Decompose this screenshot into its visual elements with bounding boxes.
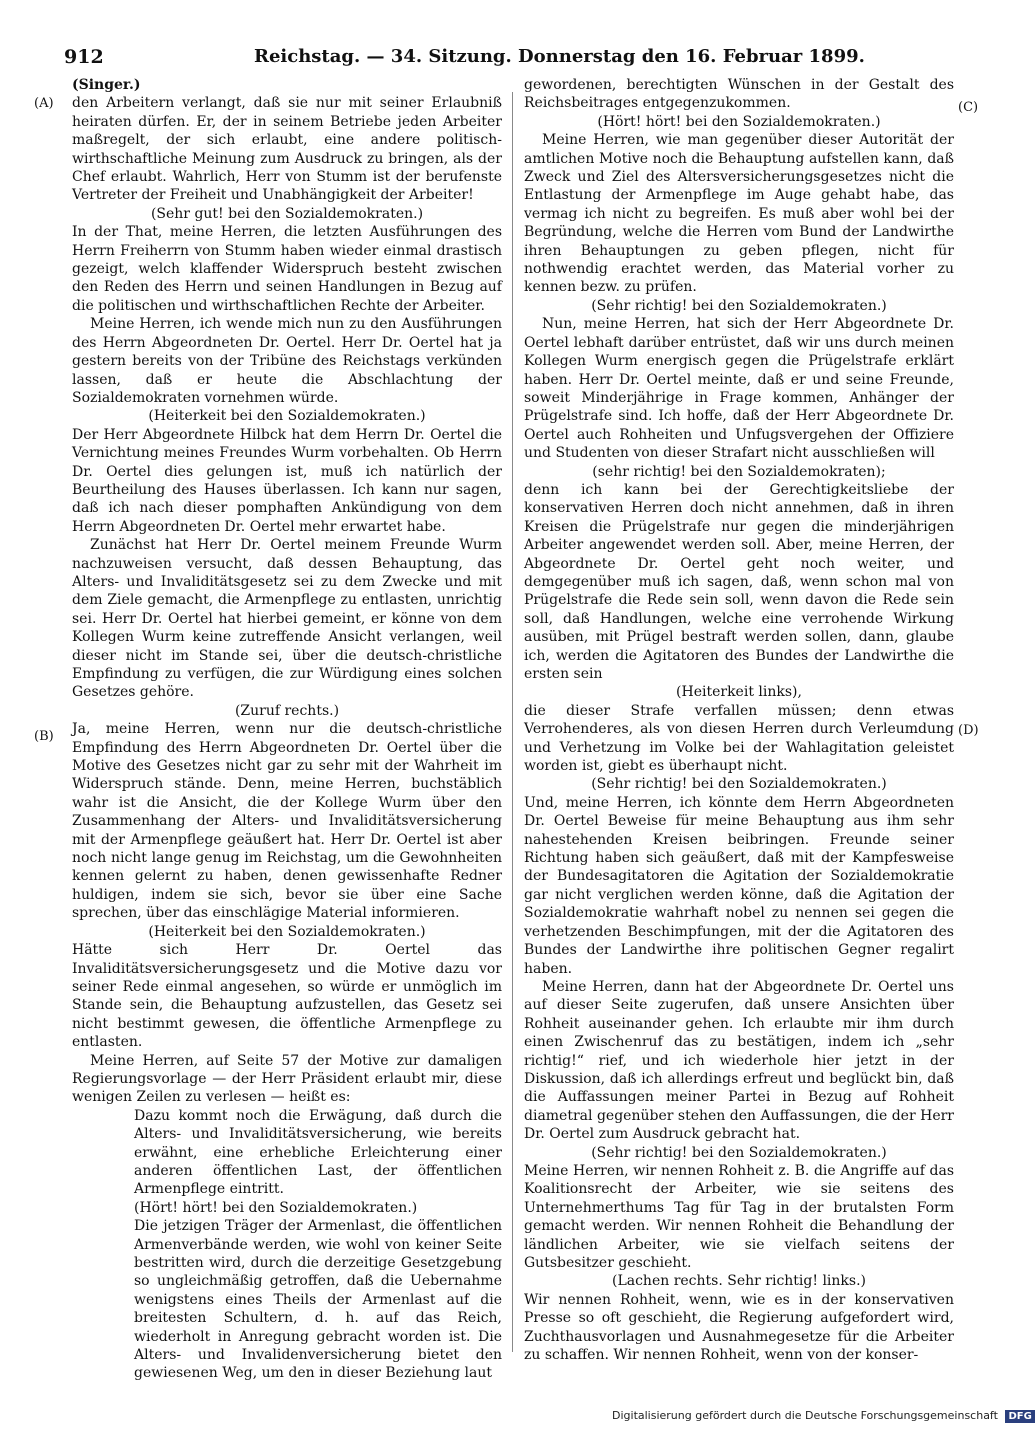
paragraph: Der Herr Abgeordnete Hilbck hat dem Herrn Dr. Oertel die Vernichtung meines Freundes Wurm vorbehalten. Ob Herrn Dr. Oertel dies gelungen ist, muß ich natürlich der Beurtheilung des Hauses überlassen. Ich kann nur sagen, daß ich nach dieser pomphaften Ankündigung von dem Herrn Abgeordneten Dr. Oertel mehr erwartet habe. — [72, 426, 502, 535]
interjection: (Sehr richtig! bei den Sozialdemokraten.) — [591, 297, 887, 314]
interjection: (Hört! hört! bei den Sozialdemokraten.) — [597, 113, 881, 130]
margin-mark-a: (A) — [34, 96, 54, 111]
interjection: (Sehr richtig! bei den Sozialdemokraten.) — [591, 1144, 887, 1161]
paragraph: Meine Herren, dann hat der Abgeordnete Dr. Oertel uns auf dieser Seite zugerufen, daß unsere Ansichten über Rohheit auseinander gehen. Ich erlaubte mir ihm durch einen Zwischenruf das zu bestätigen, indem ich „sehr richtig!“ rief, und ich wiederhole hier jetzt in der Diskussion, daß ich allerdings erfreut und beglückt bin, daß die Auffassungen meiner Partei in Bezug auf Rohheit diametral gegenüber stehen den Auffassungen, die der Herr Dr. Oertel zum Ausdruck gebracht hat. — [524, 978, 954, 1143]
paragraph: Hätte sich Herr Dr. Oertel das Invaliditätsversicherungsgesetz und die Motive dazu vor seiner Rede einmal angesehen, so würde er unmöglich im Stande sein, die Behauptung aufzustellen, das Gesetz sei nicht bestimmt gewesen, die öffentliche Armenpflege zu entlasten. — [72, 942, 502, 1051]
interjection: (Sehr richtig! bei den Sozialdemokraten.) — [591, 776, 887, 793]
interjection: (Heiterkeit bei den Sozialdemokraten.) — [148, 923, 426, 940]
paragraph: Wir nennen Rohheit, wenn, wie es in der konservativen Presse so oft geschieht, die Regierung aufgefordert wird, Zuchthausvorlagen und Ausnahmegesetze für die Arbeiter zu schaffen. Wir nennen Rohheit, wenn von der konser- — [524, 1291, 954, 1364]
interjection: (Heiterkeit links), — [676, 684, 802, 701]
paragraph: Meine Herren, ich wende mich nun zu den Ausführungen des Herrn Abgeordneten Dr. Oertel. Herr Dr. Oertel hat ja gestern bereits von der Tribüne des Reichstags verkünden lassen, daß er heute die Abschlachtung der Sozialdemokraten vornehmen würde. — [72, 316, 502, 406]
quotation: Dazu kommt noch die Erwägung, daß durch die Alters- und Invaliditätsversicherung, wie bereits erwähnt, eine erhebliche Erleichterung einer anderen öffentlichen Last, der öffentlichen Armenpflege eintritt. — [134, 1107, 502, 1198]
quotation: Die jetzigen Träger der Armenlast, die öffentlichen Armenverbände werden, wie wohl von keiner Seite bestritten wird, durch die derzeitige Gesetzgebung so ungleichmäßig getroffen, daß die Uebernahme wenigstens eines Theils der Armenlast auf die breitesten Schultern, d. h. auf das Reich, wiederholt in Anregung gebracht worden ist. Die Alters- und Invalidenversicherung bietet den gewiesenen Weg, um den in dieser Beziehung laut — [134, 1218, 502, 1382]
interjection: (Heiterkeit bei den Sozialdemokraten.) — [148, 408, 426, 425]
paragraph: den Arbeitern verlangt, daß sie nur mit seiner Erlaubniß heiraten dürfen. Er, der in seinem Betriebe jeden Arbeiter maßregelt, der sich erlaubt, eine andere politisch-wirthschaftliche Meinung zum Ausdruck zu bringen, als der Chef erlaubt. Wahrlich, Herr von Stumm ist der berufenste Vertreter der Freiheit und Unabhängigkeit der Arbeiter! — [72, 95, 502, 204]
page-number: 912 — [64, 46, 104, 68]
interjection: (Hört! hört! bei den Sozialdemokraten.) — [134, 1199, 418, 1216]
digitization-footer — [612, 1409, 1035, 1423]
margin-mark-c: (C) — [958, 100, 979, 115]
page-header — [64, 46, 940, 74]
paragraph: Meine Herren, wir nennen Rohheit z. B. die Angriffe auf das Koalitionsrecht der Arbeiter, wie sie seitens des Unternehmerthums Tag für Tag in der brutalsten Form gemacht werden. Wir nennen Rohheit die Behandlung der ländlichen Arbeiter, wie sie vielfach seitens der Gutsbesitzer geschieht. — [524, 1162, 954, 1271]
dfg-logo: DFG — [1005, 1410, 1034, 1423]
paragraph: Meine Herren, wie man gegenüber dieser Autorität der amtlichen Motive noch die Behauptung aufstellen kann, daß Zweck und Ziel des Altersversicherungsgesetzes nicht die Entlastung der Armenpflege im Auge gehabt habe, das vermag ich nicht zu begreifen. Es muß aber wohl bei der Begründung, welche die Herren vom Bund der Landwirthe ihren Behauptungen zu geben pflegen, nicht für nothwendig erachtet werden, das Material vorher zu kennen bezw. zu prüfen. — [524, 132, 954, 296]
interjection: (Lachen rechts. Sehr richtig! links.) — [611, 1273, 867, 1290]
paragraph: gewordenen, berechtigten Wünschen in der Gestalt des Reichsbeitrages entgegenzukommen. — [524, 77, 954, 112]
paragraph: Nun, meine Herren, hat sich der Herr Abgeordnete Dr. Oertel lebhaft darüber entrüstet, daß wir uns durch meinen Kollegen Wurm energisch gegen die Prügelstrafe erklärt haben. Herr Dr. Oertel meinte, daß er und seine Freunde, soweit Minderjährige in Frage kommen, Anhänger der Prügelstrafe sind. Ich hoffe, daß der Herr Abgeordnete Dr. Oertel auch Rohheiten und Unfugsvergehen der Offiziere und Studenten von dieser Strafart nicht ausschließen will — [524, 316, 954, 462]
margin-mark-b: (B) — [34, 729, 54, 744]
paragraph: die dieser Strafe verfallen müssen; denn etwas Verrohenderes, als von diesen Herren durch Verleumdung und Verhetzung im Volke bei der Wahlagitation geleistet worden ist, giebt es überhaupt nicht. — [524, 702, 954, 775]
column-divider — [512, 92, 513, 1352]
paragraph: Zunächst hat Herr Dr. Oertel meinem Freunde Wurm nachzuweisen versucht, daß dessen Behauptung, das Alters- und Invaliditätsgesetz sei zu dem Zwecke und mit dem Ziele gemacht, die Armenpflege zu entlasten, unrichtig sei. Herr Dr. Oertel hat hierbei gemeint, er könne von dem Kollegen Wurm keine zutreffende Ansicht verlangen, weil dieser nicht im Stande sei, über die deutsch-christliche Empfindung zu verfügen, die zur Würdigung eines solchen Gesetzes gehöre. — [72, 537, 502, 701]
paragraph: Meine Herren, auf Seite 57 der Motive zur damaligen Regierungsvorlage — der Herr Präsident erlaubt mir, diese wenigen Zeilen zu verlesen — heißt es: — [72, 1052, 502, 1106]
paragraph: In der That, meine Herren, die letzten Ausführungen des Herrn Freiherrn von Stumm haben wieder einmal drastisch gezeigt, welch klaffender Widerspruch besteht zwischen den Reden des Herrn und seinen Handlungen in Bezug auf die politischen und wirthschaftlichen Rechte der Arbeiter. — [72, 224, 502, 314]
running-title: Reichstag. — 34. Sitzung. Donnerstag den 16. Februar 1899. — [254, 46, 865, 67]
left-column — [72, 76, 502, 1383]
speaker-name: (Singer.) — [72, 77, 141, 93]
footer-text: Digitalisierung gefördert durch die Deutsche Forschungsgemeinschaft — [612, 1409, 998, 1422]
paragraph: denn ich kann bei der Gerechtigkeitsliebe der konservativen Herren doch nicht annehmen, daß in ihren Kreisen die Prügelstrafe nur gegen die minderjährigen Arbeiter angewendet werden soll. Aber, meine Herren, der Abgeordnete Dr. Oertel geht noch weiter, und demgegenüber muß ich sagen, daß, wenn schon mal von Prügelstrafe die Rede sein soll, wenn davon die Rede sein soll, daß Handlungen, welche eine verrohende Wirkung ausüben, mit Prügel bestraft werden sollen, dann, glaube ich, werden die Agitatoren des Bundes der Landwirthe die ersten sein — [524, 481, 954, 682]
interjection: (sehr richtig! bei den Sozialdemokraten); — [592, 463, 886, 480]
margin-mark-d: (D) — [958, 723, 979, 738]
paragraph: Und, meine Herren, ich könnte dem Herrn Abgeordneten Dr. Oertel Beweise für meine Behauptung aus ihm sehr nahestehenden Kreisen beibringen. Freunde seiner Richtung haben sich geäußert, daß mit der Kampfesweise der Bundesagitatoren die Agitation der Sozialdemokratie gar nicht verglichen werden könne, daß die Agitation der Sozialdemokratie wahrhaft nobel zu nennen sei gegen die verhetzenden Beschimpfungen, mit der die Agitatoren des Bundes der Landwirthe ihre politischen Gegner regalirt haben. — [524, 794, 954, 977]
interjection: (Sehr gut! bei den Sozialdemokraten.) — [150, 205, 424, 222]
right-column — [524, 76, 954, 1364]
interjection: (Zuruf rechts.) — [234, 702, 340, 719]
paragraph: Ja, meine Herren, wenn nur die deutsch-christliche Empfindung des Herrn Abgeordneten Dr. Oertel über die Motive des Gesetzes nicht gar zu sehr mit der Wahrheit im Widerspruch stände. Denn, meine Herren, buchstäblich wahr ist die Ansicht, die der Kollege Wurm über den Zusammenhang der Alters- und Invaliditätsversicherung mit der Armenpflege geäußert hat. Herr Dr. Oertel ist aber noch nicht lange genug im Reichstag, um die Gewohnheiten kennen gelernt zu haben, denen gewissenhafte Redner huldigen, indem sie sich, bevor sie über eine Sache sprechen, über das einschlägige Material informieren. — [72, 721, 502, 922]
